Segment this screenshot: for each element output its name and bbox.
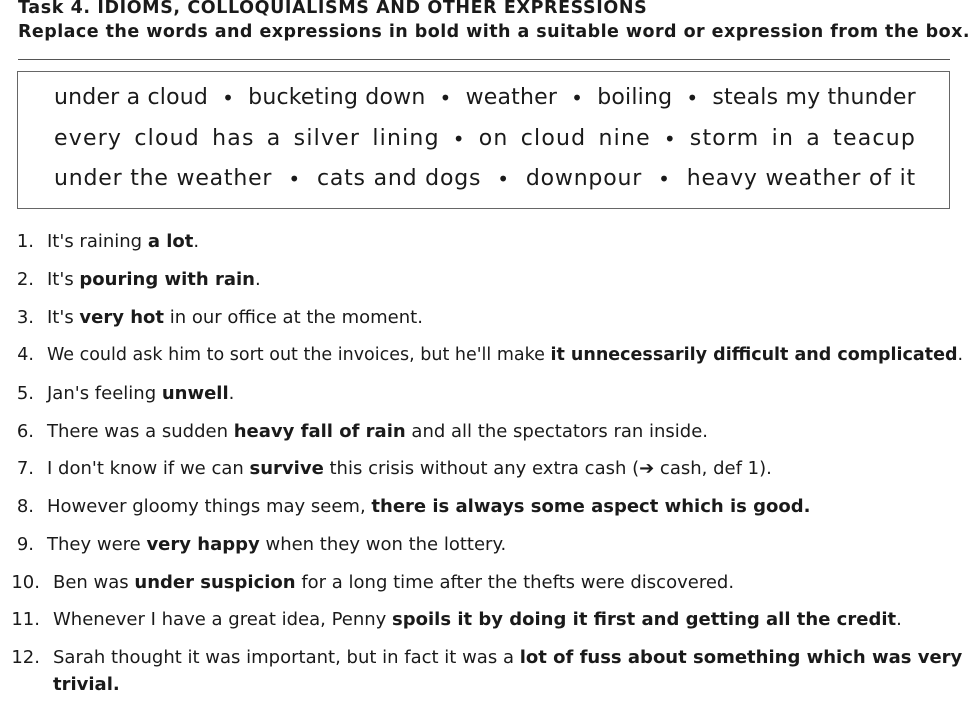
item-number: 4. [17, 345, 34, 365]
item-number: 1. [16, 231, 34, 252]
bullet-separator: • [571, 85, 584, 110]
item-sentence: We could ask him to sort out the invoices, but he'll make it unnecessarily difficult and complicated. [47, 345, 964, 365]
item-number: 6. [16, 421, 34, 442]
word-box-row [54, 85, 916, 110]
item-sentence-continuation: trivial. [53, 674, 120, 695]
item-number: 5. [16, 383, 34, 404]
task-instruction: Replace the words and expressions in bold with a suitable word or expression from the box. [18, 22, 970, 42]
word-option: boiling [597, 85, 673, 110]
bullet-separator: • [663, 126, 677, 151]
item-sentence: Ben was under suspicion for a long time after the thefts were discovered. [53, 572, 735, 593]
item-number: 9. [16, 534, 34, 555]
item-sentence: However gloomy things may seem, there is always some aspect which is good. [47, 496, 811, 517]
item-number: 7. [16, 458, 34, 479]
item-sentence: There was a sudden heavy fall of rain and all the spectators ran inside. [47, 421, 709, 442]
word-box [17, 71, 950, 209]
item-sentence: It's pouring with rain. [47, 269, 261, 290]
word-option: storm in a teacup [689, 126, 916, 151]
word-box-row [54, 166, 916, 191]
word-option: bucketing down [248, 85, 426, 110]
bullet-separator: • [497, 166, 510, 191]
word-option: under the weather [54, 166, 273, 191]
item-number: 8. [16, 496, 34, 517]
item-number: 2. [16, 269, 34, 290]
word-option: every cloud has a silver lining [54, 126, 440, 151]
task-title: Task 4. IDIOMS, COLLOQUIALISMS AND OTHER EXPRESSIONS [18, 0, 648, 18]
bullet-separator: • [452, 126, 466, 151]
word-option: weather [465, 85, 558, 110]
item-number: 11. [11, 609, 40, 630]
bullet-separator: • [439, 85, 452, 110]
item-sentence: It's raining a lot. [47, 231, 200, 252]
bullet-separator: • [658, 166, 671, 191]
item-number: 3. [16, 307, 34, 328]
word-option: heavy weather of it [686, 166, 916, 191]
word-option: under a cloud [54, 85, 209, 110]
header-divider [18, 59, 950, 60]
item-number: 12. [11, 647, 40, 668]
word-option: on cloud nine [478, 126, 651, 151]
item-sentence: Whenever I have a great idea, Penny spoils it by doing it first and getting all the credit. [53, 609, 902, 630]
bullet-separator: • [686, 85, 699, 110]
word-box-row [54, 126, 916, 151]
bullet-separator: • [222, 85, 235, 110]
word-option: downpour [525, 166, 643, 191]
item-sentence: It's very hot in our office at the moment. [47, 307, 423, 328]
item-sentence: They were very happy when they won the lottery. [47, 534, 507, 555]
item-number: 10. [11, 572, 40, 593]
bullet-separator: • [288, 166, 301, 191]
word-option: cats and dogs [316, 166, 482, 191]
word-option: steals my thunder [712, 85, 916, 110]
item-sentence: Jan's feeling unwell. [47, 383, 235, 404]
item-sentence: I don't know if we can survive this crisis without any extra cash (➔ cash, def 1). [47, 458, 772, 479]
item-sentence: Sarah thought it was important, but in fact it was a lot of fuss about something which was very [53, 647, 963, 668]
